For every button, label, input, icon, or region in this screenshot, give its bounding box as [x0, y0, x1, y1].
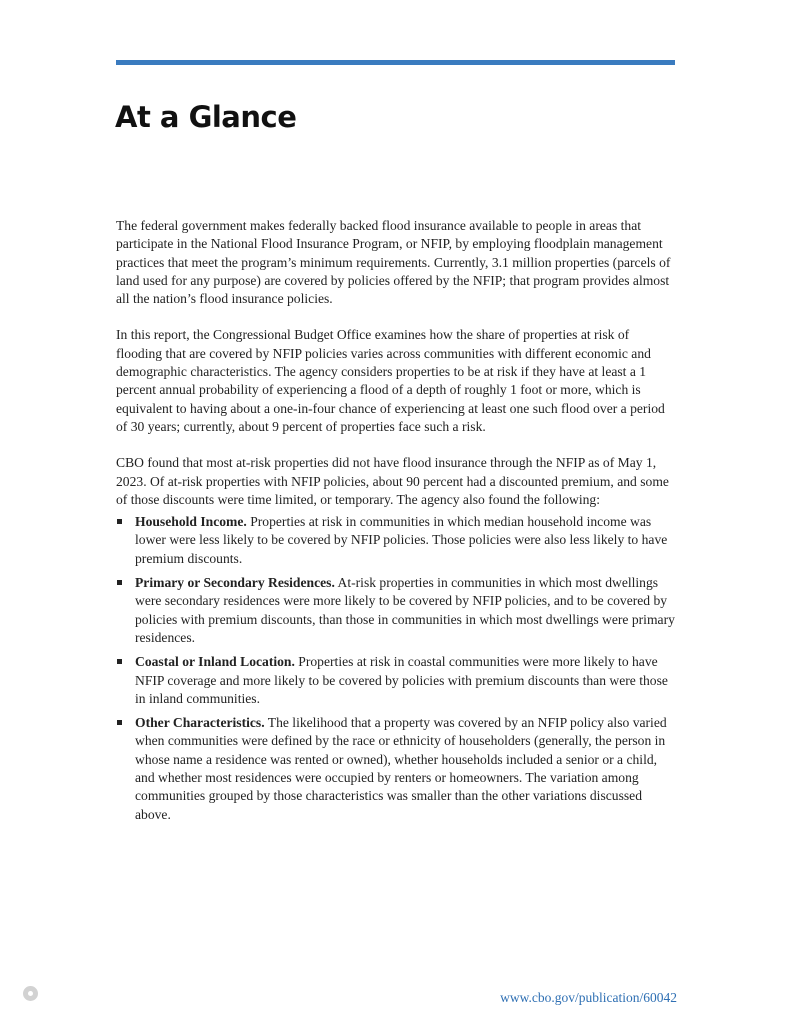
list-item: [116, 653, 676, 708]
paragraph-findings: CBO found that most at-risk properties did not have flood insurance through the NFIP as of May 1, 2023. Of at-risk properties with NFIP policies, about 90 percent had a discounted premium, and some of those discounts were time limited, or temporary. The agency also found the following:: [116, 455, 669, 507]
cbo-logo-icon: [23, 986, 38, 1001]
bullet-heading: Other Characteristics.: [135, 715, 265, 731]
square-bullet-icon: [117, 720, 122, 725]
square-bullet-icon: [117, 580, 122, 585]
page-body: [116, 217, 676, 830]
bullet-heading: Primary or Secondary Residences.: [135, 575, 335, 591]
paragraph-report-scope: In this report, the Congressional Budget Office examines how the share of properties at risk of flooding that are covered by NFIP policies varies across communities with different economic and demographic characteristics. The agency considers properties to be at risk if they have at least a 1 percent annual probability of experiencing a flood of a depth of roughly 1 foot or more, which is equivalent to having about a one-in-four chance of experiencing at least one such flood over a period of 30 years; currently, about 9 percent of properties face such a risk.: [116, 327, 665, 434]
square-bullet-icon: [117, 519, 122, 524]
bullet-text: At-risk properties in communities in which most dwellings were secondary residences were more likely to be covered by NFIP policies, and to be covered by policies with premium discounts, than those in communities in which most dwellings were primary residences.: [135, 575, 675, 645]
page-title: At a Glance: [115, 100, 297, 134]
bullet-text: Properties at risk in communities in which median household income was lower were less likely to be covered by NFIP policies. Those policies were also less likely to have premium discounts.: [135, 514, 668, 566]
paragraph-intro: The federal government makes federally backed flood insurance available to people in areas that participate in the National Flood Insurance Program, or NFIP, by employing floodplain management practices that meet the program’s minimum requirements. Currently, 3.1 million properties (parcels of land used for any purpose) are covered by policies offered by the NFIP; that program provides almost all the nation’s flood insurance policies.: [116, 218, 671, 307]
list-item: [116, 574, 676, 647]
square-bullet-icon: [117, 659, 122, 664]
findings-list: [116, 513, 676, 824]
bullet-heading: Household Income.: [135, 514, 247, 530]
publication-link[interactable]: www.cbo.gov/publication/60042: [500, 990, 677, 1005]
list-item: [116, 714, 676, 824]
bullet-text: Properties at risk in coastal communities were more likely to have NFIP coverage and more likely to be covered by policies with premium discounts than were those in inland communities.: [135, 654, 668, 706]
bullet-heading: Coastal or Inland Location.: [135, 654, 295, 670]
bullet-text: The likelihood that a property was covered by an NFIP policy also varied when communities were defined by the race or ethnicity of householders (generally, the person in whose name a residence was rented or owned), whether households included a senior or a child, and whether most residences were occupied by renters or homeowners. The variation among communities grouped by those characteristics was smaller than the other variations discussed above.: [135, 715, 667, 822]
list-item: [116, 513, 676, 568]
header-rule: [116, 60, 675, 65]
